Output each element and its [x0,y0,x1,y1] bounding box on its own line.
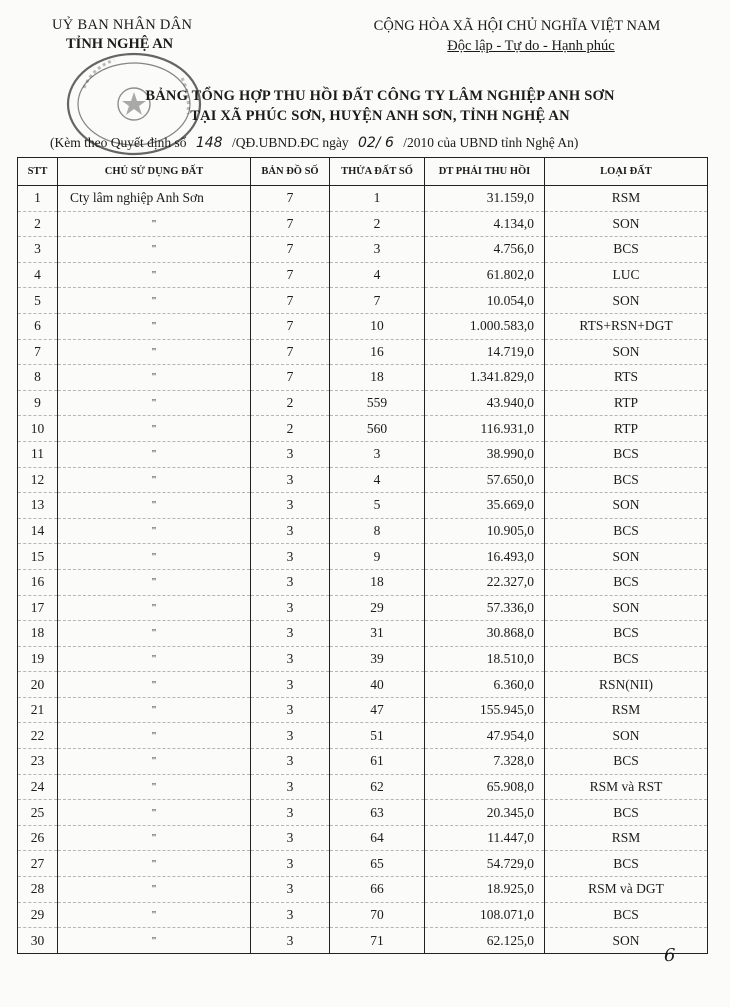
row-map-no: 3 [251,851,330,877]
row-owner: " [58,493,251,519]
row-stt: 4 [18,262,58,288]
row-map-no: 3 [251,825,330,851]
row-stt: 26 [18,825,58,851]
national-motto: Độc lập - Tự do - Hạnh phúc [447,38,615,54]
row-parcel-no: 31 [330,621,425,647]
row-stt: 15 [18,544,58,570]
row-stt: 27 [18,851,58,877]
table-row [18,211,708,237]
row-land-type: BCS [545,467,708,493]
row-land-type: LUC [545,262,708,288]
table-body [18,186,708,954]
row-parcel-no: 18 [330,365,425,391]
row-parcel-no: 3 [330,237,425,263]
row-owner: " [58,800,251,826]
row-land-type: BCS [545,800,708,826]
table-row [18,877,708,903]
row-area: 43.940,0 [425,390,545,416]
row-land-type: BCS [545,621,708,647]
row-map-no: 3 [251,544,330,570]
row-land-type: SON [545,544,708,570]
row-parcel-no: 4 [330,467,425,493]
table-row [18,237,708,263]
table-row [18,467,708,493]
row-owner: " [58,723,251,749]
row-owner: " [58,851,251,877]
row-stt: 29 [18,902,58,928]
row-parcel-no: 62 [330,774,425,800]
row-parcel-no: 63 [330,800,425,826]
row-map-no: 3 [251,697,330,723]
table-row [18,697,708,723]
row-owner: " [58,467,251,493]
row-owner: " [58,237,251,263]
row-map-no: 7 [251,262,330,288]
row-map-no: 3 [251,467,330,493]
row-map-no: 3 [251,441,330,467]
row-area: 38.990,0 [425,441,545,467]
table-row [18,288,708,314]
row-owner: " [58,877,251,903]
row-stt: 28 [18,877,58,903]
row-stt: 22 [18,723,58,749]
row-owner: " [58,646,251,672]
table-row [18,621,708,647]
row-map-no: 3 [251,518,330,544]
row-stt: 21 [18,697,58,723]
row-map-no: 7 [251,186,330,212]
row-area: 10.054,0 [425,288,545,314]
row-map-no: 7 [251,339,330,365]
row-parcel-no: 18 [330,569,425,595]
document-subtitle [50,135,690,151]
table-row [18,646,708,672]
row-parcel-no: 559 [330,390,425,416]
row-land-type: SON [545,339,708,365]
table-row [18,186,708,212]
header-map-no: BẢN ĐỒ SỐ [251,158,330,186]
row-area: 11.447,0 [425,825,545,851]
row-area: 18.510,0 [425,646,545,672]
row-area: 22.327,0 [425,569,545,595]
row-parcel-no: 5 [330,493,425,519]
row-area: 47.954,0 [425,723,545,749]
row-stt: 16 [18,569,58,595]
row-stt: 17 [18,595,58,621]
row-parcel-no: 7 [330,288,425,314]
row-area: 155.945,0 [425,697,545,723]
issuer-line-2: TỈNH NGHỆ AN [66,36,174,52]
row-land-type: RSM và DGT [545,877,708,903]
row-parcel-no: 3 [330,441,425,467]
row-map-no: 7 [251,288,330,314]
row-stt: 9 [18,390,58,416]
row-map-no: 3 [251,774,330,800]
row-land-type: RTS+RSN+DGT [545,313,708,339]
national-header [352,16,682,56]
row-map-no: 3 [251,595,330,621]
national-name: CỘNG HÒA XÃ HỘI CHỦ NGHĨA VIỆT NAM [373,18,661,34]
row-land-type: RTP [545,390,708,416]
row-owner: " [58,441,251,467]
row-land-type: RSM [545,186,708,212]
row-land-type: RSM [545,697,708,723]
issuer-line-1: UỶ BAN NHÂN DÂN [52,17,193,33]
row-stt: 13 [18,493,58,519]
row-land-type: BCS [545,518,708,544]
row-stt: 12 [18,467,58,493]
row-owner: " [58,339,251,365]
row-owner: " [58,928,251,954]
row-area: 1.000.583,0 [425,313,545,339]
table-row [18,825,708,851]
title-line-2: TẠI XÃ PHÚC SƠN, HUYỆN ANH SƠN, TỈNH NGHỆ AN [190,108,570,124]
table-row [18,595,708,621]
row-map-no: 3 [251,646,330,672]
row-map-no: 7 [251,313,330,339]
page-number-mark: 6 [664,945,676,966]
table-row [18,672,708,698]
row-land-type: SON [545,211,708,237]
row-area: 61.802,0 [425,262,545,288]
row-map-no: 7 [251,365,330,391]
row-owner: " [58,621,251,647]
row-area: 16.493,0 [425,544,545,570]
row-stt: 1 [18,186,58,212]
row-map-no: 3 [251,902,330,928]
row-area: 116.931,0 [425,416,545,442]
row-parcel-no: 61 [330,749,425,775]
row-land-type: SON [545,928,708,954]
row-map-no: 3 [251,800,330,826]
subtitle-mid: /QĐ.UBND.ĐC ngày [231,135,349,150]
row-map-no: 3 [251,672,330,698]
row-parcel-no: 4 [330,262,425,288]
row-area: 65.908,0 [425,774,545,800]
row-area: 1.341.829,0 [425,365,545,391]
row-land-type: RSM và RST [545,774,708,800]
row-parcel-no: 29 [330,595,425,621]
subtitle-prefix: (Kèm theo Quyết định số [50,135,187,150]
row-stt: 19 [18,646,58,672]
row-owner: " [58,262,251,288]
row-area: 18.925,0 [425,877,545,903]
row-land-type: BCS [545,441,708,467]
title-line-1: BẢNG TỔNG HỢP THU HỒI ĐẤT CÔNG TY LÂM NGHIỆP ANH SƠN [145,88,615,104]
row-owner: " [58,518,251,544]
table-row [18,441,708,467]
row-land-type: SON [545,595,708,621]
row-stt: 20 [18,672,58,698]
table-row [18,723,708,749]
row-owner: " [58,902,251,928]
row-map-no: 2 [251,416,330,442]
row-stt: 23 [18,749,58,775]
row-stt: 2 [18,211,58,237]
row-stt: 6 [18,313,58,339]
row-owner: " [58,595,251,621]
row-stt: 10 [18,416,58,442]
table-row [18,339,708,365]
row-parcel-no: 16 [330,339,425,365]
row-stt: 7 [18,339,58,365]
row-owner: " [58,313,251,339]
row-map-no: 7 [251,237,330,263]
row-area: 7.328,0 [425,749,545,775]
row-land-type: RSM [545,825,708,851]
table-row [18,851,708,877]
row-area: 57.336,0 [425,595,545,621]
row-land-type: RTP [545,416,708,442]
row-land-type: BCS [545,569,708,595]
row-parcel-no: 9 [330,544,425,570]
row-owner: " [58,672,251,698]
table-row [18,569,708,595]
row-land-type: BCS [545,851,708,877]
row-parcel-no: 70 [330,902,425,928]
row-parcel-no: 66 [330,877,425,903]
row-area: 54.729,0 [425,851,545,877]
row-parcel-no: 560 [330,416,425,442]
row-parcel-no: 51 [330,723,425,749]
table-row [18,800,708,826]
table-row [18,749,708,775]
table-header-row [18,158,708,186]
row-owner: " [58,774,251,800]
table-row [18,928,708,954]
row-parcel-no: 64 [330,825,425,851]
row-owner: " [58,544,251,570]
header-owner: CHỦ SỬ DỤNG ĐẤT [58,158,251,186]
table-row [18,518,708,544]
row-map-no: 3 [251,723,330,749]
row-map-no: 3 [251,928,330,954]
row-area: 57.650,0 [425,467,545,493]
row-owner: " [58,211,251,237]
row-parcel-no: 40 [330,672,425,698]
row-area: 35.669,0 [425,493,545,519]
row-land-type: BCS [545,749,708,775]
table-row [18,390,708,416]
document-title [80,86,680,126]
row-stt: 8 [18,365,58,391]
header-parcel-no: THỬA ĐẤT SỐ [330,158,425,186]
row-owner: " [58,825,251,851]
row-map-no: 3 [251,569,330,595]
row-map-no: 3 [251,493,330,519]
row-parcel-no: 65 [330,851,425,877]
row-stt: 30 [18,928,58,954]
table-row [18,313,708,339]
row-stt: 11 [18,441,58,467]
row-map-no: 3 [251,621,330,647]
row-owner: " [58,288,251,314]
row-owner: Cty lâm nghiệp Anh Sơn [58,186,251,212]
row-area: 10.905,0 [425,518,545,544]
row-land-type: SON [545,723,708,749]
row-land-type: RSN(NII) [545,672,708,698]
row-owner: " [58,416,251,442]
row-land-type: SON [545,493,708,519]
land-recovery-table [17,157,708,954]
row-stt: 5 [18,288,58,314]
row-map-no: 7 [251,211,330,237]
table-row [18,416,708,442]
row-area: 6.360,0 [425,672,545,698]
header-area: DT PHẢI THU HỒI [425,158,545,186]
row-area: 108.071,0 [425,902,545,928]
decision-number: 148 [195,135,223,151]
row-area: 14.719,0 [425,339,545,365]
row-stt: 3 [18,237,58,263]
row-owner: " [58,749,251,775]
row-parcel-no: 8 [330,518,425,544]
row-area: 4.134,0 [425,211,545,237]
row-parcel-no: 71 [330,928,425,954]
row-area: 31.159,0 [425,186,545,212]
table-row [18,493,708,519]
table-row [18,774,708,800]
table-row [18,365,708,391]
row-area: 4.756,0 [425,237,545,263]
row-area: 30.868,0 [425,621,545,647]
table-row [18,544,708,570]
row-parcel-no: 10 [330,313,425,339]
table-row [18,902,708,928]
row-land-type: RTS [545,365,708,391]
row-stt: 24 [18,774,58,800]
row-owner: " [58,365,251,391]
row-owner: " [58,390,251,416]
row-parcel-no: 47 [330,697,425,723]
row-area: 20.345,0 [425,800,545,826]
row-parcel-no: 2 [330,211,425,237]
row-land-type: BCS [545,237,708,263]
row-area: 62.125,0 [425,928,545,954]
row-owner: " [58,569,251,595]
row-land-type: BCS [545,902,708,928]
row-stt: 14 [18,518,58,544]
row-parcel-no: 1 [330,186,425,212]
row-map-no: 2 [251,390,330,416]
row-map-no: 3 [251,749,330,775]
row-owner: " [58,697,251,723]
row-map-no: 3 [251,877,330,903]
row-stt: 18 [18,621,58,647]
row-parcel-no: 39 [330,646,425,672]
header-stt: STT [18,158,58,186]
subtitle-suffix: /2010 của UBND tỉnh Nghệ An) [403,135,579,150]
table-row [18,262,708,288]
decision-date: 02/ 6 [357,135,394,151]
header-land-type: LOẠI ĐẤT [545,158,708,186]
row-stt: 25 [18,800,58,826]
row-land-type: SON [545,288,708,314]
row-land-type: BCS [545,646,708,672]
